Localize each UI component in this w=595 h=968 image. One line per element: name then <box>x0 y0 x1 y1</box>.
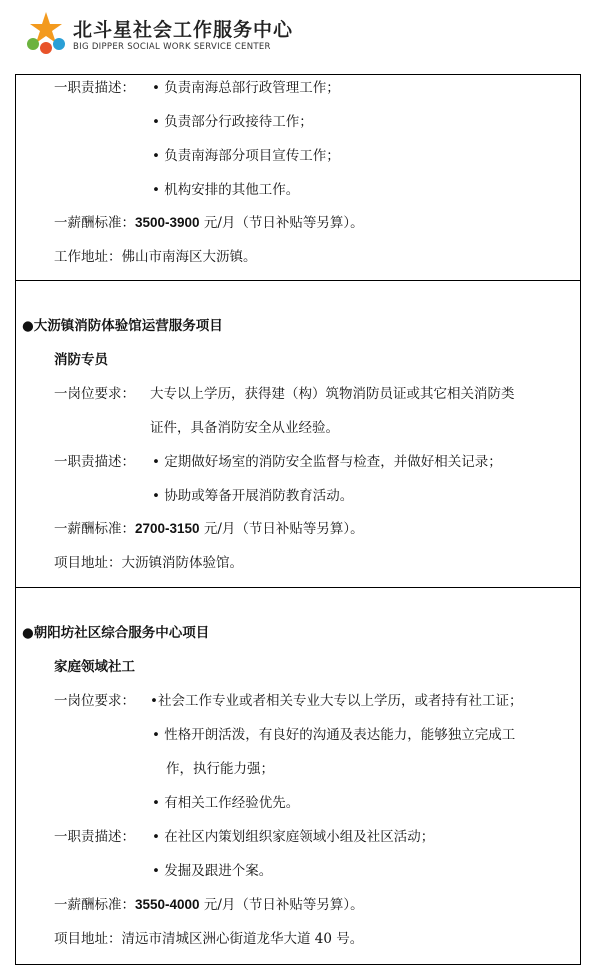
salary-value: 3500-3900 <box>135 215 200 230</box>
salary-label: 一薪酬标准： <box>54 521 135 537</box>
requirement-item: • 性格开朗活泼，有良好的沟通及表达能力，能够独立完成工 <box>152 727 516 743</box>
section-community-project <box>15 587 581 965</box>
section-admin-duties <box>15 74 581 281</box>
requirement-label: 一岗位要求： <box>54 386 135 402</box>
position-title: 家庭领域社工 <box>54 659 135 675</box>
salary-value: 2700-3150 <box>135 521 200 536</box>
salary-row <box>54 214 364 232</box>
project-title: ●大沥镇消防体验馆运营服务项目 <box>22 318 223 334</box>
duty-item: • 机构安排的其他工作。 <box>152 182 300 198</box>
project-address: 项目地址：清远市清城区洲心街道龙华大道 40 号。 <box>54 931 364 947</box>
org-logo-icon <box>24 8 68 56</box>
requirement-text: 证件，具备消防安全从业经验。 <box>150 420 339 436</box>
duty-item: • 定期做好场室的消防安全监督与检查，并做好相关记录； <box>152 454 502 470</box>
requirement-item: • 有相关工作经验优先。 <box>152 795 300 811</box>
duty-label: 一职责描述： <box>54 80 135 96</box>
org-name-cn: 北斗星社会工作服务中心 <box>73 19 294 41</box>
duty-item: • 负责南海部分项目宣传工作； <box>152 148 340 164</box>
duty-item: • 负责南海总部行政管理工作； <box>152 80 340 96</box>
salary-unit: 元/月（节日补贴等另算）。 <box>203 215 364 231</box>
salary-unit: 元/月（节日补贴等另算）。 <box>203 897 364 913</box>
duty-label: 一职责描述： <box>54 454 135 470</box>
duty-label: 一职责描述： <box>54 829 135 845</box>
salary-value: 3550-4000 <box>135 897 200 912</box>
requirement-label: 一岗位要求： <box>54 693 135 709</box>
requirement-item: 作，执行能力强； <box>166 761 274 777</box>
requirement-text: 大专以上学历，获得建（构）筑物消防员证或其它相关消防类 <box>150 386 515 402</box>
salary-row <box>54 520 364 538</box>
requirement-item: •社会工作专业或者相关专业大专以上学历，或者持有社工证； <box>150 693 523 709</box>
project-address: 项目地址：大沥镇消防体验馆。 <box>54 555 243 571</box>
salary-label: 一薪酬标准： <box>54 897 135 913</box>
page-header <box>0 0 595 74</box>
duty-item: • 协助或筹备开展消防教育活动。 <box>152 488 354 504</box>
salary-row <box>54 896 364 914</box>
position-title: 消防专员 <box>54 352 108 368</box>
work-address: 工作地址：佛山市南海区大沥镇。 <box>54 249 257 265</box>
duty-item: • 发掘及跟进个案。 <box>152 863 273 879</box>
duty-item: • 在社区内策划组织家庭领域小组及社区活动； <box>152 829 435 845</box>
project-title: ●朝阳坊社区综合服务中心项目 <box>22 625 210 641</box>
section-fire-project <box>15 280 581 588</box>
org-name-en: BIG DIPPER SOCIAL WORK SERVICE CENTER <box>73 42 271 52</box>
salary-label: 一薪酬标准： <box>54 215 135 231</box>
duty-item: • 负责部分行政接待工作； <box>152 114 313 130</box>
salary-unit: 元/月（节日补贴等另算）。 <box>203 521 364 537</box>
